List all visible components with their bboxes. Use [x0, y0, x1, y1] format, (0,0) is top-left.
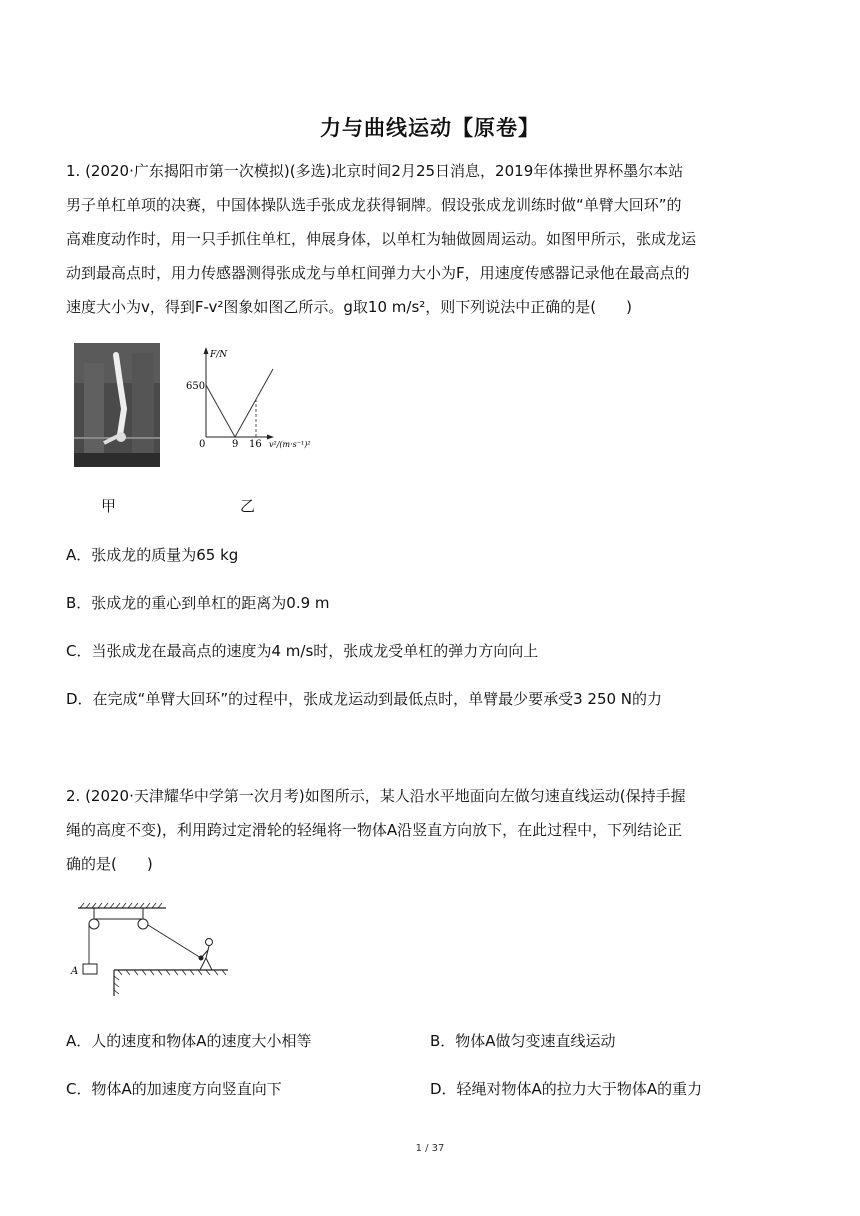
pulley-right — [138, 919, 148, 929]
q1-option-b: B．张成龙的重心到单杠的距离为0.9 m — [66, 594, 330, 612]
question-1-line: 动到最高点时，用力传感器测得张成龙与单杠间弹力大小为F，用速度传感器记录他在最高点的 — [66, 264, 690, 282]
gymnast-photo — [74, 343, 160, 467]
q1-option-d: D．在完成“单臂大回环”的过程中，张成龙运动到最低点时，单臂最少要承受3 250 N的力 — [66, 690, 663, 708]
page-number: 1 / 37 — [415, 1143, 445, 1154]
x-axis-label: v²/(m·s⁻¹)² — [269, 440, 311, 449]
question-1-stem — [66, 154, 800, 324]
origin-label: 0 — [199, 439, 206, 450]
ceiling-hatch — [80, 903, 162, 908]
x-axis-arrow — [267, 435, 274, 440]
question-2-line: 绳的高度不变)，利用跨过定滑轮的轻绳将一物体A沿竖直方向放下，在此过程中，下列结论正 — [66, 821, 683, 839]
q2-option-c: C．物体A的加速度方向竖直向下 — [66, 1080, 282, 1098]
x-tick-9: 9 — [232, 439, 239, 450]
page-title: 力与曲线运动【原卷】 — [320, 116, 540, 140]
block-a-label: A — [71, 966, 79, 977]
q1-option-c: C．当张成龙在最高点的速度为4 m/s时，张成龙受单杠的弹力方向向上 — [66, 642, 539, 660]
y-axis-arrow — [204, 347, 209, 354]
q2-option-a: A．人的速度和物体A的速度大小相等 — [66, 1032, 312, 1050]
q1-option-a: A．张成龙的质量为65 kg — [66, 546, 239, 564]
question-1-line: 高难度动作时，用一只手抓住单杠，伸展身体，以单杠为轴做圆周运动。如图甲所示，张成龙运 — [66, 230, 697, 248]
pulley-diagram — [68, 900, 238, 1000]
ground-hatch — [114, 970, 226, 994]
q2-option-d: D．轻绳对物体A的拉力大于物体A的重力 — [430, 1080, 703, 1098]
question-2-line: 确的是( ) — [66, 855, 153, 873]
pulley-left — [89, 919, 99, 929]
f-v2-graph — [180, 345, 330, 457]
question-2-stem — [66, 779, 800, 881]
x-tick-16: 16 — [249, 439, 262, 450]
figure-label-yi: 乙 — [240, 497, 256, 515]
q2-option-b: B．物体A做匀变速直线运动 — [430, 1032, 616, 1050]
f-curve — [206, 369, 273, 437]
question-1-line: 速度大小为v，得到F-v²图象如图乙所示。g取10 m/s²，则下列说法中正确的是( ) — [66, 298, 632, 316]
question-1-line: 1. (2020·广东揭阳市第一次模拟)(多选)北京时间2月25日消息，2019年体操世界杯墨尔本站 — [66, 162, 684, 180]
figure-label-jia: 甲 — [101, 497, 117, 515]
rope-to-person — [148, 925, 201, 958]
block-a — [83, 964, 97, 974]
person-figure — [199, 939, 213, 971]
question-1-line: 男子单杠单项的决赛，中国体操队选手张成龙获得铜牌。假设张成龙训练时做“单臂大回环”的 — [66, 196, 682, 214]
y-axis-label: F/N — [210, 350, 228, 360]
question-2-line: 2. (2020·天津耀华中学第一次月考)如图所示，某人沿水平地面向左做匀速直线运动(保持手握 — [66, 787, 686, 805]
y-tick-650: 650 — [186, 381, 206, 392]
